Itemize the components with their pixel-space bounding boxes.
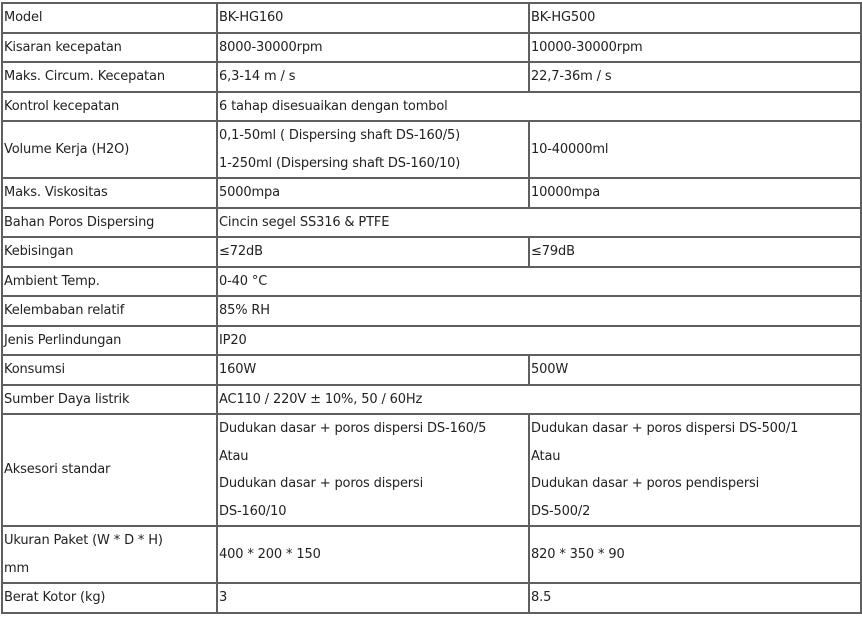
cell-hg500: 10000mpa — [529, 178, 861, 208]
row-label: Aksesori standar — [2, 414, 217, 526]
cell-hg160: 6,3-14 m / s — [217, 62, 529, 92]
table-row-noise — [2, 237, 861, 267]
cell-hg160: 5000mpa — [217, 178, 529, 208]
cell-hg500: 820 * 350 * 90 — [529, 526, 861, 583]
cell-hg500: 10-40000ml — [529, 121, 861, 178]
cell-hg500: 22,7-36m / s — [529, 62, 861, 92]
cell-hg160 — [217, 414, 529, 526]
row-label: Model — [2, 3, 217, 33]
table-row-model — [2, 3, 861, 33]
cell-line: Atau — [219, 448, 249, 464]
cell-hg160: 8000-30000rpm — [217, 33, 529, 63]
row-label: Jenis Perlindungan — [2, 326, 217, 356]
cell-hg160: BK-HG160 — [217, 3, 529, 33]
cell-line: Dudukan dasar + poros dispersi DS-500/1 — [531, 421, 799, 436]
row-label: Volume Kerja (H2O) — [2, 121, 217, 178]
table-row-ambient-temp — [2, 267, 861, 297]
cell-hg160: 160W — [217, 355, 529, 385]
cell-line: Dudukan dasar + poros pendispersi — [531, 476, 760, 491]
cell-shared: 6 tahap disesuaikan dengan tombol — [217, 92, 861, 122]
row-label — [2, 526, 217, 583]
cell-hg160: ≤72dB — [217, 237, 529, 267]
cell-hg500: 10000-30000rpm — [529, 33, 861, 63]
label-line: mm — [4, 560, 30, 576]
cell-hg500 — [529, 414, 861, 526]
cell-hg500: 8.5 — [529, 583, 861, 613]
cell-line: Atau — [531, 448, 561, 464]
cell-line: DS-160/10 — [219, 503, 287, 519]
table-row-protection-type — [2, 326, 861, 356]
table-row-speed-control — [2, 92, 861, 122]
cell-shared: Cincin segel SS316 & PTFE — [217, 208, 861, 238]
table-row-speed-range — [2, 33, 861, 63]
cell-line: 1-250ml (Dispersing shaft DS-160/10) — [219, 155, 461, 171]
table-row-gross-weight — [2, 583, 861, 613]
row-label: Maks. Circum. Kecepatan — [2, 62, 217, 92]
cell-line: 0,1-50ml ( Dispersing shaft DS-160/5) — [219, 128, 461, 143]
row-label: Konsumsi — [2, 355, 217, 385]
cell-line: Dudukan dasar + poros dispersi DS-160/5 — [219, 421, 487, 436]
row-label: Kelembaban relatif — [2, 296, 217, 326]
row-label: Bahan Poros Dispersing — [2, 208, 217, 238]
cell-line: DS-500/2 — [531, 503, 591, 519]
spec-table — [1, 2, 862, 614]
row-label: Kontrol kecepatan — [2, 92, 217, 122]
cell-hg500: 500W — [529, 355, 861, 385]
table-row-standard-accessories — [2, 414, 861, 526]
row-label: Berat Kotor (kg) — [2, 583, 217, 613]
row-label: Sumber Daya listrik — [2, 385, 217, 415]
cell-hg160: 3 — [217, 583, 529, 613]
cell-line: Dudukan dasar + poros dispersi — [219, 476, 424, 491]
table-row-package-size — [2, 526, 861, 583]
row-label: Maks. Viskositas — [2, 178, 217, 208]
table-row-relative-humidity — [2, 296, 861, 326]
table-row-max-circum-speed — [2, 62, 861, 92]
table-row-max-viscosity — [2, 178, 861, 208]
cell-hg500: ≤79dB — [529, 237, 861, 267]
row-label: Kebisingan — [2, 237, 217, 267]
label-line: Ukuran Paket (W * D * H) — [4, 533, 163, 548]
table-row-working-volume — [2, 121, 861, 178]
row-label: Kisaran kecepatan — [2, 33, 217, 63]
cell-shared: 85% RH — [217, 296, 861, 326]
table-row-consumption — [2, 355, 861, 385]
cell-hg160: 400 * 200 * 150 — [217, 526, 529, 583]
cell-shared: IP20 — [217, 326, 861, 356]
table-row-shaft-material — [2, 208, 861, 238]
cell-hg160 — [217, 121, 529, 178]
cell-shared: 0-40 °C — [217, 267, 861, 297]
table-row-power-supply — [2, 385, 861, 415]
cell-hg500: BK-HG500 — [529, 3, 861, 33]
cell-shared: AC110 / 220V ± 10%, 50 / 60Hz — [217, 385, 861, 415]
row-label: Ambient Temp. — [2, 267, 217, 297]
